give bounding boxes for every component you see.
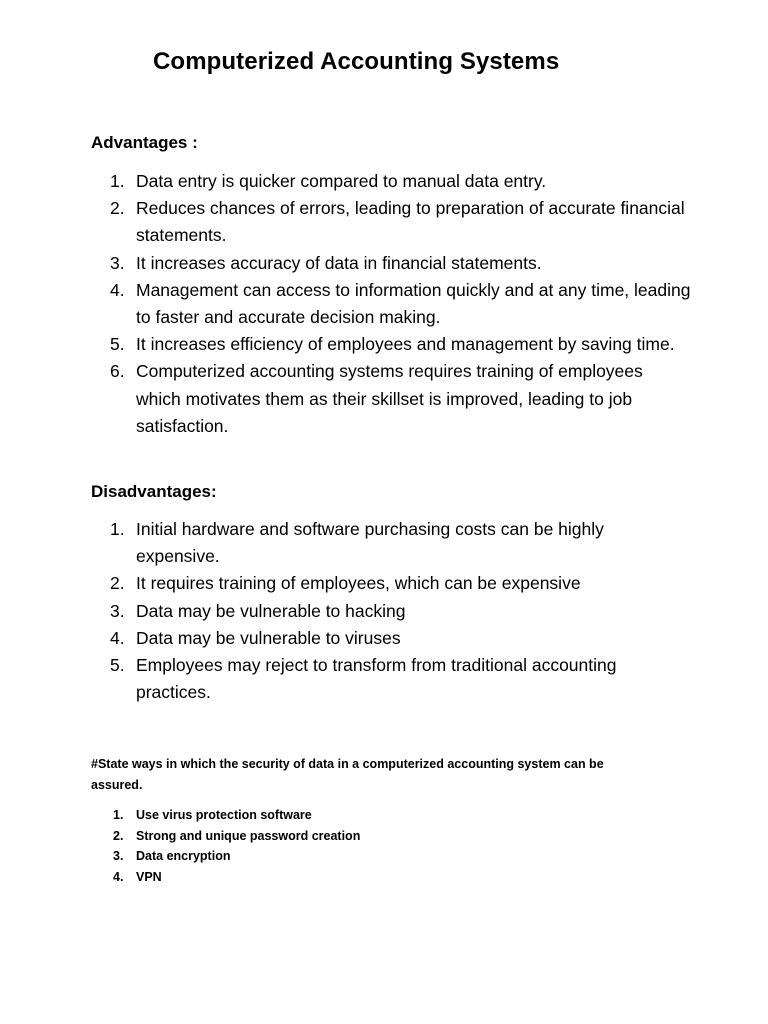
list-item-text: Initial hardware and software purchasing costs can be highly expensive.: [136, 519, 604, 567]
advantages-list: [91, 168, 691, 440]
list-item-text: VPN: [136, 869, 162, 884]
list-item-text: Employees may reject to transform from traditional accounting practices.: [136, 655, 617, 703]
list-item: [91, 846, 591, 867]
list-number: 2.: [113, 828, 124, 843]
list-number: 4.: [110, 279, 125, 300]
list-number: 2.: [110, 573, 125, 594]
list-item: [91, 277, 691, 331]
list-item: [91, 805, 591, 826]
list-item-text: Data encryption: [136, 849, 231, 863]
list-item: [91, 652, 691, 706]
list-item-text: Data may be vulnerable to viruses: [136, 627, 401, 648]
list-number: 5.: [110, 655, 125, 676]
list-number: 3.: [110, 600, 125, 621]
list-number: 5.: [110, 334, 125, 355]
list-item-text: Strong and unique password creation: [136, 828, 361, 843]
list-number: 4.: [113, 869, 124, 884]
list-item-text: Reduces chances of errors, leading to preparation of accurate financial statements.: [136, 198, 685, 246]
list-number: 1.: [110, 171, 125, 191]
security-list: [91, 805, 591, 887]
list-number: 3.: [113, 849, 124, 863]
list-item: [91, 826, 591, 847]
list-item-text: Data entry is quicker compared to manual data entry.: [136, 171, 547, 191]
list-item: [91, 625, 691, 652]
list-item-text: Use virus protection software: [136, 808, 312, 822]
list-item-text: It increases efficiency of employees and management by saving time.: [136, 334, 675, 355]
list-item: [91, 331, 691, 358]
list-number: 1.: [113, 808, 124, 822]
list-item: [91, 570, 691, 597]
disadvantages-heading: Disadvantages:: [91, 482, 217, 501]
page-title: Computerized Accounting Systems: [153, 48, 560, 75]
list-item-text: Computerized accounting systems requires training of employees which motivates them as their skillset is improved, leading to job satisfaction.: [136, 361, 643, 436]
list-number: 3.: [110, 252, 125, 273]
list-number: 2.: [110, 198, 125, 219]
list-number: 6.: [110, 361, 125, 382]
list-item: [91, 195, 691, 249]
list-item: [91, 358, 691, 440]
list-item: [91, 598, 691, 625]
list-item-text: It requires training of employees, which can be expensive: [136, 573, 581, 594]
disadvantages-list: [91, 516, 691, 706]
list-item-text: Management can access to information quickly and at any time, leading to faster and accurate decision making.: [136, 279, 691, 328]
list-number: 4.: [110, 627, 125, 648]
list-item: [91, 516, 691, 570]
advantages-heading: Advantages :: [91, 133, 198, 152]
list-number: 1.: [110, 519, 125, 539]
list-item: [91, 168, 691, 195]
list-item: [91, 250, 691, 277]
list-item-text: Data may be vulnerable to hacking: [136, 600, 406, 621]
security-question: #State ways in which the security of data in a computerized accounting system can be assured.: [91, 757, 604, 792]
list-item: [91, 867, 591, 888]
list-item-text: It increases accuracy of data in financial statements.: [136, 252, 542, 273]
